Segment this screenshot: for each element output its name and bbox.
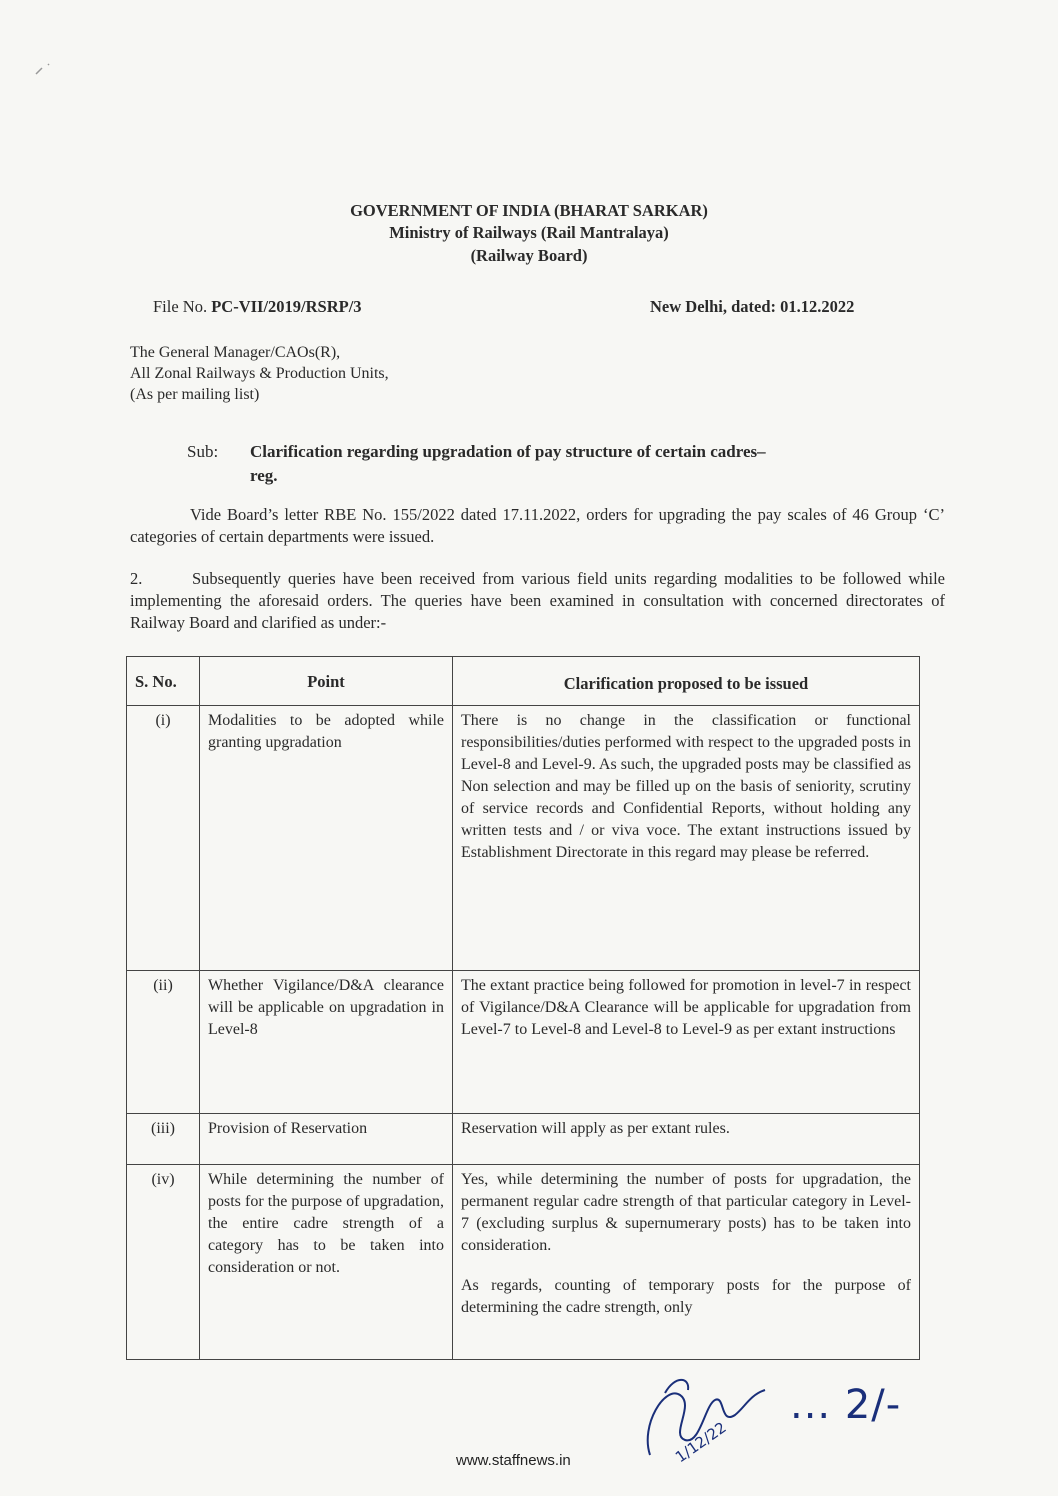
date-label: New Delhi, dated: — [650, 297, 781, 316]
table-row — [127, 971, 920, 1114]
row-clarification: Reservation will apply as per extant rules. — [453, 1114, 920, 1165]
table-row — [127, 1165, 920, 1360]
header-sno: S. No. — [127, 657, 200, 706]
row-sno: (i) — [127, 706, 200, 971]
row-clarification: There is no change in the classification or functional responsibilities/duties performed with respect to the upgraded posts in Level-8 and Level-9. As such, the upgraded posts may be classified as Non selection and may be filled up on the basis of seniority, scrutiny of service records and Confidential Reports, without holding any written tests and / or viva voce. The extant instructions issued by Establishment Directorate in this regard may please be referred. — [453, 706, 920, 971]
row-clarification: The extant practice being followed for promotion in level-7 in respect of Vigilance/D&A Clearance will be applicable for upgradation from Level-7 to Level-8 and Level-8 to Level-9 as per extant instructions — [453, 971, 920, 1114]
signature-date: 1/12/22 — [671, 1418, 730, 1467]
row-sno: (iii) — [127, 1114, 200, 1165]
scan-mark-icon — [34, 62, 54, 76]
file-number-value: PC-VII/2019/RSRP/3 — [211, 297, 362, 316]
row-sno: (iv) — [127, 1165, 200, 1360]
paragraph-number: 2. — [130, 569, 143, 588]
header-clarification: Clarification proposed to be issued — [453, 657, 920, 706]
file-number-label: File No. — [153, 297, 212, 316]
date-line — [650, 297, 854, 317]
date-value: 01.12.2022 — [780, 297, 855, 316]
row-sno: (ii) — [127, 971, 200, 1114]
addressee-line: The General Manager/CAOs(R), — [130, 344, 341, 361]
subject-label: Sub: — [187, 442, 219, 461]
row-clarification — [453, 1165, 920, 1360]
subject-text: Clarification regarding upgradation of pay structure of certain cadres– — [250, 442, 766, 461]
row-clarification-p2: As regards, counting of temporary posts for the purpose of determining the cadre strength, only — [461, 1277, 911, 1316]
header-board: (Railway Board) — [470, 246, 588, 265]
signature-icon — [610, 1365, 780, 1470]
paragraph-2 — [130, 568, 945, 634]
row-point: Modalities to be adopted while granting upgradation — [200, 706, 453, 971]
table-header-row — [127, 657, 920, 706]
addressee-line: (As per mailing list) — [130, 386, 260, 403]
header-govt: GOVERNMENT OF INDIA (BHARAT SARKAR) — [350, 201, 708, 220]
table-row — [127, 1114, 920, 1165]
header-ministry: Ministry of Railways (Rail Mantralaya) — [389, 223, 669, 242]
footer-website: www.staffnews.in — [456, 1452, 571, 1469]
addressee-line: All Zonal Railways & Production Units, — [130, 365, 389, 382]
row-point: Whether Vigilance/D&A clearance will be applicable on upgradation in Level-8 — [200, 971, 453, 1114]
clarification-table — [126, 656, 920, 1360]
row-point: While determining the number of posts for the purpose of upgradation, the entire cadre strength of a category has to be taken into consideration or not. — [200, 1165, 453, 1360]
addressee-block — [130, 342, 389, 405]
table-row — [127, 706, 920, 971]
header-point: Point — [200, 657, 453, 706]
row-point: Provision of Reservation — [200, 1114, 453, 1165]
subject-text-cont: reg. — [250, 466, 278, 485]
file-number — [153, 297, 362, 317]
paragraph-2-text: Subsequently queries have been received from various field units regarding modalities to be followed while implementing the aforesaid orders. The queries have been examined in consultation with concerned directorates of Railway Board and clarified as under:- — [130, 569, 945, 632]
subject-block — [187, 440, 947, 488]
row-clarification-p1: Yes, while determining the number of posts for upgradation, the permanent regular cadre strength of that particular category in Level-7 (excluding surplus & supernumerary posts) has to be taken into consideration. — [461, 1171, 911, 1254]
page-continued: ... 2/- — [790, 1382, 902, 1428]
paragraph-1: Vide Board’s letter RBE No. 155/2022 dated 17.11.2022, orders for upgrading the pay scales of 46 Group ‘C’ categories of certain departments were issued. — [130, 505, 945, 546]
